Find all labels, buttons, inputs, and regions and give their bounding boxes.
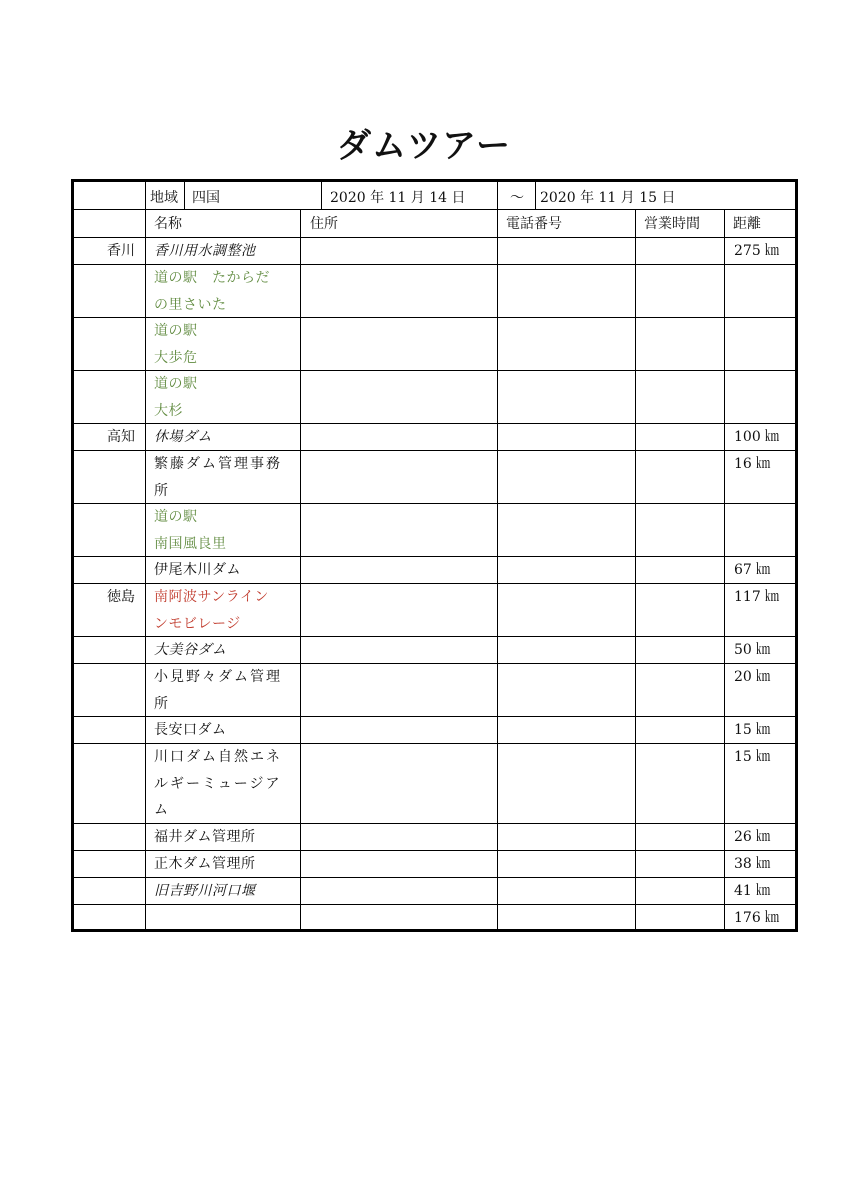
- table-row-divider: [74, 904, 795, 905]
- row-name-line: 長安口ダム: [154, 722, 227, 738]
- header-divider: [321, 182, 322, 209]
- row-name-line: 福井ダム管理所: [154, 829, 256, 845]
- column-header-phone: 電話番号: [506, 216, 562, 232]
- row-name: [146, 878, 300, 905]
- dam-tour-table: [71, 179, 798, 932]
- column-divider: [145, 209, 146, 929]
- row-distance: 67 ㎞: [734, 562, 771, 578]
- row-prefecture: 徳島: [107, 589, 135, 605]
- row-name-line: 大杉: [154, 402, 183, 419]
- table-row-divider: [74, 209, 795, 210]
- row-name-line: 所: [154, 482, 170, 499]
- row-name-line: 所: [154, 695, 170, 712]
- date-from: 2020 年 11 月 14 日: [330, 190, 466, 206]
- row-name-line: 大美谷ダム: [154, 642, 227, 658]
- row-distance: 117 ㎞: [734, 589, 780, 605]
- row-name: [146, 504, 300, 557]
- row-name-line: 香川用水調整池: [154, 243, 256, 259]
- header-divider: [145, 182, 146, 209]
- row-name-line: 道の駅 たからだ: [154, 270, 270, 286]
- row-name-line: 道の駅: [154, 376, 198, 392]
- table-row-divider: [74, 264, 795, 265]
- header-divider: [497, 182, 498, 209]
- row-distance: 15 ㎞: [734, 722, 771, 738]
- table-row-divider: [74, 877, 795, 878]
- row-name-line: ルギーミュージア: [154, 775, 282, 792]
- row-prefecture: 香川: [107, 243, 135, 259]
- row-name-line: 道の駅: [154, 323, 198, 339]
- row-distance: 16 ㎞: [734, 456, 771, 472]
- row-name: [146, 717, 300, 744]
- region-value: 四国: [192, 190, 220, 206]
- table-row-divider: [74, 423, 795, 424]
- row-name-line: 大歩危: [154, 349, 198, 366]
- row-name-line: [154, 905, 300, 932]
- table-row-divider: [74, 823, 795, 824]
- row-distance: 176 ㎞: [734, 910, 780, 926]
- column-divider: [497, 209, 498, 929]
- row-name-line: 南国風良里: [154, 535, 227, 552]
- table-row-divider: [74, 317, 795, 318]
- column-divider: [300, 209, 301, 929]
- table-row-divider: [74, 663, 795, 664]
- row-name: [146, 557, 300, 584]
- table-row-divider: [74, 636, 795, 637]
- page-title: ダムツアー: [337, 126, 511, 166]
- date-to: 2020 年 11 月 15 日: [540, 190, 676, 206]
- header-divider: [184, 182, 185, 209]
- column-divider: [635, 209, 636, 929]
- row-name-line: 正木ダム管理所: [154, 856, 256, 872]
- row-distance: 41 ㎞: [734, 883, 771, 899]
- row-name: [146, 824, 300, 851]
- table-row-divider: [74, 370, 795, 371]
- row-distance: 15 ㎞: [734, 749, 771, 765]
- row-distance: 38 ㎞: [734, 856, 771, 872]
- column-divider: [724, 209, 725, 929]
- row-name-line: 道の駅: [154, 509, 198, 525]
- row-name-line: 休場ダム: [154, 429, 212, 445]
- row-name-line: 南阿波サンライン: [154, 589, 269, 605]
- date-separator: ～: [510, 190, 524, 206]
- row-name: [146, 424, 300, 451]
- row-distance: 26 ㎞: [734, 829, 771, 845]
- row-distance: 20 ㎞: [734, 669, 771, 685]
- column-header-hours: 営業時間: [644, 216, 700, 232]
- table-row-divider: [74, 556, 795, 557]
- row-name: [146, 744, 300, 824]
- row-name: [146, 584, 300, 637]
- row-name: [146, 851, 300, 878]
- row-name: [146, 318, 300, 371]
- table-row-divider: [74, 503, 795, 504]
- header-divider: [535, 182, 536, 209]
- row-name: [146, 371, 300, 424]
- column-header-distance: 距離: [733, 216, 761, 232]
- row-name: [146, 637, 300, 664]
- table-row-divider: [74, 716, 795, 717]
- column-header-address: 住所: [310, 216, 338, 232]
- row-name: [146, 238, 300, 265]
- column-header-name: 名称: [154, 216, 182, 232]
- table-row-divider: [74, 850, 795, 851]
- table-row-divider: [74, 450, 795, 451]
- row-name-line: の里さいた: [154, 296, 227, 313]
- table-row-divider: [74, 743, 795, 744]
- table-row-divider: [74, 237, 795, 238]
- row-prefecture: 高知: [107, 429, 135, 445]
- region-label: 地域: [150, 190, 178, 206]
- row-name-line: ンモビレージ: [154, 615, 241, 632]
- table-row-divider: [74, 583, 795, 584]
- row-name-line: 川口ダム自然エネ: [154, 749, 282, 765]
- row-name-line: 旧吉野川河口堰: [154, 883, 256, 899]
- row-name: [146, 905, 300, 932]
- row-name-line: 伊尾木川ダム: [154, 562, 241, 578]
- row-name-line: ム: [154, 802, 170, 818]
- row-distance: 50 ㎞: [734, 642, 771, 658]
- row-name: [146, 664, 300, 717]
- row-name-line: 繁藤ダム管理事務: [154, 456, 282, 472]
- row-distance: 275 ㎞: [734, 243, 780, 259]
- row-name: [146, 451, 300, 504]
- row-name: [146, 265, 300, 318]
- row-distance: 100 ㎞: [734, 429, 780, 445]
- row-name-line: 小見野々ダム管理: [154, 669, 282, 685]
